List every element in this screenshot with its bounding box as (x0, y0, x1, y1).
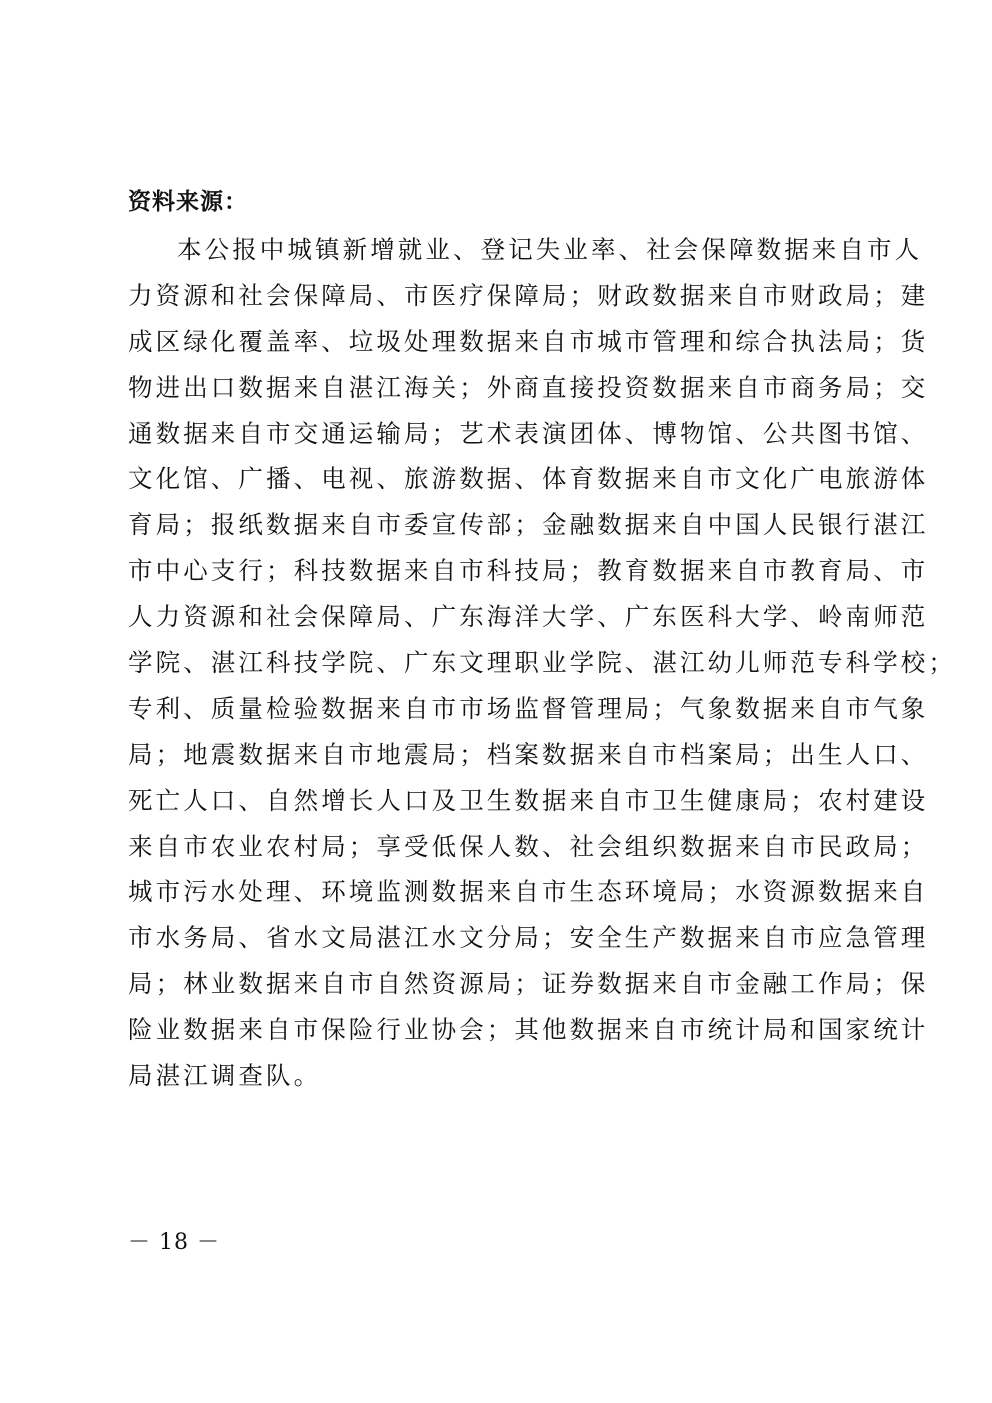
paragraph-line: 城市污水处理、环境监测数据来自市生态环境局；水资源数据来自 (128, 877, 929, 907)
paragraph-line: 市水务局、省水文局湛江水文分局；安全生产数据来自市应急管理 (128, 923, 929, 953)
page-number: － 18 － (128, 1230, 220, 1255)
data-sources-paragraph (128, 230, 956, 1102)
paragraph-line: 成区绿化覆盖率、垃圾处理数据来自市城市管理和综合执法局；货 (128, 326, 929, 356)
paragraph-line: 来自市农业农村局；享受低保人数、社会组织数据来自市民政局； (128, 831, 929, 861)
paragraph-line: 局湛江调查队。 (128, 1061, 322, 1091)
paragraph-line: 局；林业数据来自市自然资源局；证券数据来自市金融工作局；保 (128, 969, 929, 999)
section-heading: 资料来源： (128, 189, 248, 215)
paragraph-line: 险业数据来自市保险行业协会；其他数据来自市统计局和国家统计 (128, 1015, 929, 1045)
paragraph-line: 育局；报纸数据来自市委宣传部；金融数据来自中国人民银行湛江 (128, 510, 929, 540)
paragraph-line: 物进出口数据来自湛江海关；外商直接投资数据来自市商务局；交 (128, 372, 929, 402)
paragraph-line: 学院、湛江科技学院、广东文理职业学院、湛江幼儿师范专科学校； (128, 648, 956, 678)
paragraph-line: 局；地震数据来自市地震局；档案数据来自市档案局；出生人口、 (128, 739, 929, 769)
paragraph-line: 力资源和社会保障局、市医疗保障局；财政数据来自市财政局；建 (128, 280, 929, 310)
paragraph-line: 市中心支行；科技数据来自市科技局；教育数据来自市教育局、市 (128, 556, 929, 586)
paragraph-line: 文化馆、广播、电视、旅游数据、体育数据来自市文化广电旅游体 (128, 464, 929, 494)
paragraph-line: 通数据来自市交通运输局；艺术表演团体、博物馆、公共图书馆、 (128, 418, 929, 448)
paragraph-line: 人力资源和社会保障局、广东海洋大学、广东医科大学、岭南师范 (128, 602, 929, 632)
paragraph-line: 本公报中城镇新增就业、登记失业率、社会保障数据来自市人 (177, 235, 923, 264)
paragraph-line: 死亡人口、自然增长人口及卫生数据来自市卫生健康局；农村建设 (128, 785, 929, 815)
paragraph-line: 专利、质量检验数据来自市市场监督管理局；气象数据来自市气象 (128, 693, 929, 723)
